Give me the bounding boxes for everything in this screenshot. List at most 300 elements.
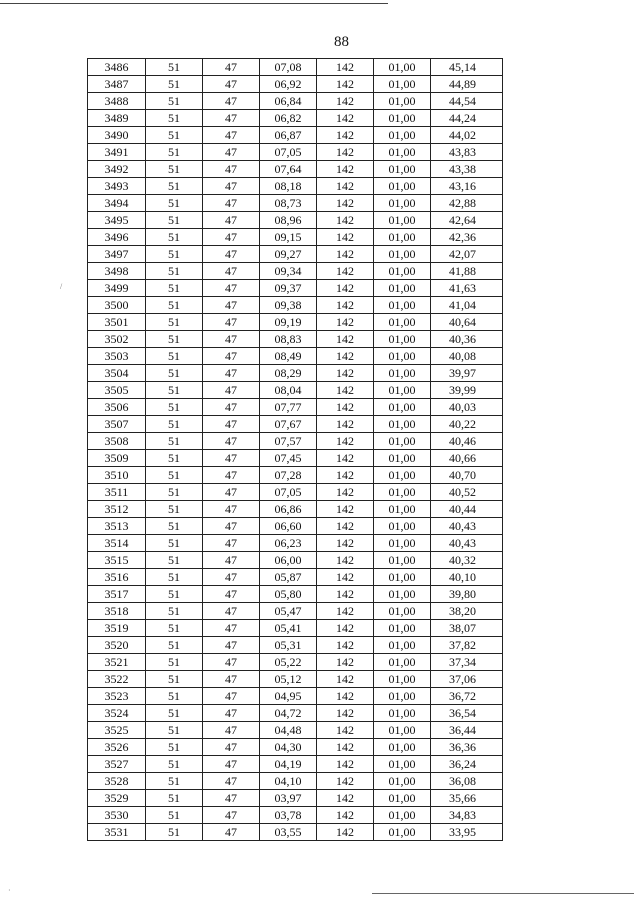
col6-cell: 01,00 <box>374 382 431 399</box>
col3-cell: 47 <box>203 756 260 773</box>
id-cell: 3527 <box>88 756 146 773</box>
col7-cell: 40,44 <box>431 501 503 518</box>
col4-cell: 03,78 <box>260 807 317 824</box>
table-row <box>88 433 503 450</box>
col5-cell: 142 <box>317 382 374 399</box>
col4-cell: 07,05 <box>260 484 317 501</box>
col3-cell: 47 <box>203 535 260 552</box>
col5-cell: 142 <box>317 501 374 518</box>
col5-cell: 142 <box>317 620 374 637</box>
col5-cell: 142 <box>317 586 374 603</box>
col3-cell: 47 <box>203 280 260 297</box>
col3-cell: 47 <box>203 773 260 790</box>
col2-cell: 51 <box>146 569 203 586</box>
col3-cell: 47 <box>203 637 260 654</box>
id-cell: 3494 <box>88 195 146 212</box>
col6-cell: 01,00 <box>374 722 431 739</box>
table-row <box>88 76 503 93</box>
table-row <box>88 620 503 637</box>
bottom-rule <box>372 893 634 894</box>
col4-cell: 04,19 <box>260 756 317 773</box>
col5-cell: 142 <box>317 161 374 178</box>
col4-cell: 05,80 <box>260 586 317 603</box>
id-cell: 3515 <box>88 552 146 569</box>
table-row <box>88 484 503 501</box>
table-row <box>88 382 503 399</box>
col4-cell: 07,28 <box>260 467 317 484</box>
col2-cell: 51 <box>146 756 203 773</box>
col2-cell: 51 <box>146 433 203 450</box>
col3-cell: 47 <box>203 76 260 93</box>
col7-cell: 42,07 <box>431 246 503 263</box>
id-cell: 3499 <box>88 280 146 297</box>
table-row <box>88 348 503 365</box>
col7-cell: 44,54 <box>431 93 503 110</box>
col2-cell: 51 <box>146 59 203 76</box>
col4-cell: 09,38 <box>260 297 317 314</box>
id-cell: 3519 <box>88 620 146 637</box>
col2-cell: 51 <box>146 484 203 501</box>
col4-cell: 06,82 <box>260 110 317 127</box>
col2-cell: 51 <box>146 127 203 144</box>
table-row <box>88 790 503 807</box>
col7-cell: 37,34 <box>431 654 503 671</box>
id-cell: 3510 <box>88 467 146 484</box>
col7-cell: 34,83 <box>431 807 503 824</box>
id-cell: 3486 <box>88 59 146 76</box>
col4-cell: 06,00 <box>260 552 317 569</box>
id-cell: 3508 <box>88 433 146 450</box>
col5-cell: 142 <box>317 450 374 467</box>
col4-cell: 04,48 <box>260 722 317 739</box>
table-row <box>88 59 503 76</box>
col6-cell: 01,00 <box>374 467 431 484</box>
col5-cell: 142 <box>317 824 374 841</box>
col7-cell: 44,89 <box>431 76 503 93</box>
col2-cell: 51 <box>146 722 203 739</box>
id-cell: 3505 <box>88 382 146 399</box>
col2-cell: 51 <box>146 178 203 195</box>
table-row <box>88 450 503 467</box>
id-cell: 3517 <box>88 586 146 603</box>
col4-cell: 06,23 <box>260 535 317 552</box>
col5-cell: 142 <box>317 552 374 569</box>
col5-cell: 142 <box>317 127 374 144</box>
id-cell: 3526 <box>88 739 146 756</box>
col3-cell: 47 <box>203 620 260 637</box>
col6-cell: 01,00 <box>374 416 431 433</box>
col5-cell: 142 <box>317 212 374 229</box>
id-cell: 3492 <box>88 161 146 178</box>
table-row <box>88 229 503 246</box>
col2-cell: 51 <box>146 790 203 807</box>
table-row <box>88 127 503 144</box>
table-row <box>88 416 503 433</box>
id-cell: 3529 <box>88 790 146 807</box>
col3-cell: 47 <box>203 654 260 671</box>
col4-cell: 06,84 <box>260 93 317 110</box>
col3-cell: 47 <box>203 688 260 705</box>
col6-cell: 01,00 <box>374 433 431 450</box>
col6-cell: 01,00 <box>374 365 431 382</box>
col5-cell: 142 <box>317 790 374 807</box>
col2-cell: 51 <box>146 688 203 705</box>
col4-cell: 07,77 <box>260 399 317 416</box>
col2-cell: 51 <box>146 620 203 637</box>
col7-cell: 40,08 <box>431 348 503 365</box>
col4-cell: 05,31 <box>260 637 317 654</box>
col5-cell: 142 <box>317 93 374 110</box>
col7-cell: 36,24 <box>431 756 503 773</box>
table-row <box>88 586 503 603</box>
table-row <box>88 246 503 263</box>
col3-cell: 47 <box>203 824 260 841</box>
id-cell: 3524 <box>88 705 146 722</box>
id-cell: 3509 <box>88 450 146 467</box>
col7-cell: 40,66 <box>431 450 503 467</box>
col6-cell: 01,00 <box>374 110 431 127</box>
col6-cell: 01,00 <box>374 178 431 195</box>
col7-cell: 43,16 <box>431 178 503 195</box>
id-cell: 3531 <box>88 824 146 841</box>
col5-cell: 142 <box>317 739 374 756</box>
table-row <box>88 178 503 195</box>
col7-cell: 41,88 <box>431 263 503 280</box>
col6-cell: 01,00 <box>374 569 431 586</box>
col4-cell: 05,12 <box>260 671 317 688</box>
col3-cell: 47 <box>203 365 260 382</box>
col2-cell: 51 <box>146 110 203 127</box>
col7-cell: 40,64 <box>431 314 503 331</box>
col6-cell: 01,00 <box>374 314 431 331</box>
col3-cell: 47 <box>203 433 260 450</box>
col5-cell: 142 <box>317 535 374 552</box>
col6-cell: 01,00 <box>374 144 431 161</box>
col7-cell: 36,44 <box>431 722 503 739</box>
col2-cell: 51 <box>146 518 203 535</box>
col2-cell: 51 <box>146 552 203 569</box>
col5-cell: 142 <box>317 705 374 722</box>
col3-cell: 47 <box>203 59 260 76</box>
data-table <box>87 58 503 841</box>
top-rule <box>0 3 388 4</box>
col6-cell: 01,00 <box>374 773 431 790</box>
col2-cell: 51 <box>146 246 203 263</box>
col7-cell: 39,97 <box>431 365 503 382</box>
col6-cell: 01,00 <box>374 450 431 467</box>
col6-cell: 01,00 <box>374 127 431 144</box>
col6-cell: 01,00 <box>374 263 431 280</box>
col4-cell: 07,08 <box>260 59 317 76</box>
col5-cell: 142 <box>317 433 374 450</box>
col2-cell: 51 <box>146 501 203 518</box>
table-row <box>88 671 503 688</box>
col3-cell: 47 <box>203 246 260 263</box>
col7-cell: 41,04 <box>431 297 503 314</box>
table-row <box>88 501 503 518</box>
col5-cell: 142 <box>317 484 374 501</box>
col7-cell: 37,82 <box>431 637 503 654</box>
col7-cell: 33,95 <box>431 824 503 841</box>
col2-cell: 51 <box>146 654 203 671</box>
col6-cell: 01,00 <box>374 348 431 365</box>
col5-cell: 142 <box>317 76 374 93</box>
col4-cell: 06,60 <box>260 518 317 535</box>
id-cell: 3514 <box>88 535 146 552</box>
col4-cell: 05,22 <box>260 654 317 671</box>
col2-cell: 51 <box>146 382 203 399</box>
col5-cell: 142 <box>317 110 374 127</box>
col6-cell: 01,00 <box>374 756 431 773</box>
id-cell: 3512 <box>88 501 146 518</box>
col7-cell: 40,52 <box>431 484 503 501</box>
col4-cell: 05,47 <box>260 603 317 620</box>
table-row <box>88 552 503 569</box>
table-body <box>88 59 503 841</box>
col2-cell: 51 <box>146 399 203 416</box>
col4-cell: 09,37 <box>260 280 317 297</box>
col6-cell: 01,00 <box>374 229 431 246</box>
col6-cell: 01,00 <box>374 399 431 416</box>
col4-cell: 08,18 <box>260 178 317 195</box>
col3-cell: 47 <box>203 93 260 110</box>
col3-cell: 47 <box>203 195 260 212</box>
col5-cell: 142 <box>317 314 374 331</box>
col6-cell: 01,00 <box>374 484 431 501</box>
col2-cell: 51 <box>146 297 203 314</box>
id-cell: 3498 <box>88 263 146 280</box>
col2-cell: 51 <box>146 671 203 688</box>
col5-cell: 142 <box>317 603 374 620</box>
col5-cell: 142 <box>317 416 374 433</box>
col7-cell: 40,70 <box>431 467 503 484</box>
col2-cell: 51 <box>146 280 203 297</box>
col2-cell: 51 <box>146 450 203 467</box>
col7-cell: 36,36 <box>431 739 503 756</box>
table-row <box>88 603 503 620</box>
id-cell: 3493 <box>88 178 146 195</box>
id-cell: 3516 <box>88 569 146 586</box>
col3-cell: 47 <box>203 263 260 280</box>
col5-cell: 142 <box>317 773 374 790</box>
table-row <box>88 739 503 756</box>
page-number: 88 <box>334 34 349 50</box>
col5-cell: 142 <box>317 280 374 297</box>
col3-cell: 47 <box>203 603 260 620</box>
col7-cell: 36,72 <box>431 688 503 705</box>
col4-cell: 08,29 <box>260 365 317 382</box>
col2-cell: 51 <box>146 603 203 620</box>
col6-cell: 01,00 <box>374 671 431 688</box>
col3-cell: 47 <box>203 229 260 246</box>
col3-cell: 47 <box>203 314 260 331</box>
col5-cell: 142 <box>317 348 374 365</box>
col4-cell: 07,05 <box>260 144 317 161</box>
col3-cell: 47 <box>203 399 260 416</box>
col6-cell: 01,00 <box>374 552 431 569</box>
col3-cell: 47 <box>203 450 260 467</box>
col6-cell: 01,00 <box>374 518 431 535</box>
col5-cell: 142 <box>317 297 374 314</box>
col3-cell: 47 <box>203 807 260 824</box>
scan-mark: · <box>8 886 11 895</box>
col7-cell: 40,32 <box>431 552 503 569</box>
col2-cell: 51 <box>146 739 203 756</box>
col6-cell: 01,00 <box>374 195 431 212</box>
col7-cell: 40,36 <box>431 331 503 348</box>
col5-cell: 142 <box>317 756 374 773</box>
col4-cell: 05,87 <box>260 569 317 586</box>
col2-cell: 51 <box>146 467 203 484</box>
table-row <box>88 756 503 773</box>
col6-cell: 01,00 <box>374 739 431 756</box>
col2-cell: 51 <box>146 586 203 603</box>
id-cell: 3489 <box>88 110 146 127</box>
table-row <box>88 297 503 314</box>
col3-cell: 47 <box>203 178 260 195</box>
col2-cell: 51 <box>146 314 203 331</box>
col4-cell: 04,10 <box>260 773 317 790</box>
col3-cell: 47 <box>203 467 260 484</box>
col3-cell: 47 <box>203 484 260 501</box>
id-cell: 3490 <box>88 127 146 144</box>
col5-cell: 142 <box>317 467 374 484</box>
col2-cell: 51 <box>146 195 203 212</box>
col4-cell: 08,49 <box>260 348 317 365</box>
col6-cell: 01,00 <box>374 93 431 110</box>
col6-cell: 01,00 <box>374 501 431 518</box>
col2-cell: 51 <box>146 76 203 93</box>
id-cell: 3497 <box>88 246 146 263</box>
col4-cell: 08,83 <box>260 331 317 348</box>
col3-cell: 47 <box>203 722 260 739</box>
col2-cell: 51 <box>146 161 203 178</box>
col7-cell: 44,02 <box>431 127 503 144</box>
col2-cell: 51 <box>146 705 203 722</box>
col5-cell: 142 <box>317 671 374 688</box>
col6-cell: 01,00 <box>374 297 431 314</box>
id-cell: 3488 <box>88 93 146 110</box>
col3-cell: 47 <box>203 739 260 756</box>
id-cell: 3528 <box>88 773 146 790</box>
col5-cell: 142 <box>317 195 374 212</box>
table-row <box>88 535 503 552</box>
col5-cell: 142 <box>317 654 374 671</box>
table-row <box>88 807 503 824</box>
col4-cell: 07,45 <box>260 450 317 467</box>
table-row <box>88 399 503 416</box>
table-row <box>88 773 503 790</box>
scan-mark: / <box>60 282 63 291</box>
table-row <box>88 365 503 382</box>
table-row <box>88 263 503 280</box>
table-row <box>88 705 503 722</box>
col4-cell: 03,97 <box>260 790 317 807</box>
col4-cell: 04,72 <box>260 705 317 722</box>
col3-cell: 47 <box>203 110 260 127</box>
col2-cell: 51 <box>146 144 203 161</box>
col7-cell: 42,64 <box>431 212 503 229</box>
col2-cell: 51 <box>146 773 203 790</box>
col4-cell: 08,73 <box>260 195 317 212</box>
col3-cell: 47 <box>203 127 260 144</box>
col2-cell: 51 <box>146 263 203 280</box>
col5-cell: 142 <box>317 144 374 161</box>
col3-cell: 47 <box>203 705 260 722</box>
col6-cell: 01,00 <box>374 790 431 807</box>
col7-cell: 37,06 <box>431 671 503 688</box>
table-row <box>88 280 503 297</box>
col6-cell: 01,00 <box>374 59 431 76</box>
col7-cell: 40,46 <box>431 433 503 450</box>
col7-cell: 40,22 <box>431 416 503 433</box>
col4-cell: 09,34 <box>260 263 317 280</box>
col2-cell: 51 <box>146 93 203 110</box>
col3-cell: 47 <box>203 586 260 603</box>
col6-cell: 01,00 <box>374 654 431 671</box>
col7-cell: 40,03 <box>431 399 503 416</box>
col2-cell: 51 <box>146 535 203 552</box>
col4-cell: 09,19 <box>260 314 317 331</box>
id-cell: 3522 <box>88 671 146 688</box>
col7-cell: 35,66 <box>431 790 503 807</box>
id-cell: 3525 <box>88 722 146 739</box>
col3-cell: 47 <box>203 297 260 314</box>
table-row <box>88 144 503 161</box>
id-cell: 3487 <box>88 76 146 93</box>
col3-cell: 47 <box>203 331 260 348</box>
col4-cell: 03,55 <box>260 824 317 841</box>
col5-cell: 142 <box>317 263 374 280</box>
table-row <box>88 637 503 654</box>
id-cell: 3500 <box>88 297 146 314</box>
col3-cell: 47 <box>203 416 260 433</box>
col6-cell: 01,00 <box>374 688 431 705</box>
col6-cell: 01,00 <box>374 331 431 348</box>
col7-cell: 45,14 <box>431 59 503 76</box>
table-row <box>88 331 503 348</box>
col4-cell: 06,87 <box>260 127 317 144</box>
col4-cell: 07,64 <box>260 161 317 178</box>
table-row <box>88 722 503 739</box>
table-row <box>88 212 503 229</box>
col7-cell: 38,20 <box>431 603 503 620</box>
col3-cell: 47 <box>203 382 260 399</box>
table-row <box>88 824 503 841</box>
col4-cell: 09,15 <box>260 229 317 246</box>
col5-cell: 142 <box>317 688 374 705</box>
col5-cell: 142 <box>317 399 374 416</box>
table-row <box>88 314 503 331</box>
col6-cell: 01,00 <box>374 603 431 620</box>
col7-cell: 39,99 <box>431 382 503 399</box>
col2-cell: 51 <box>146 637 203 654</box>
col5-cell: 142 <box>317 722 374 739</box>
id-cell: 3495 <box>88 212 146 229</box>
col6-cell: 01,00 <box>374 280 431 297</box>
table-row <box>88 518 503 535</box>
col6-cell: 01,00 <box>374 76 431 93</box>
col4-cell: 07,67 <box>260 416 317 433</box>
col3-cell: 47 <box>203 518 260 535</box>
id-cell: 3506 <box>88 399 146 416</box>
col3-cell: 47 <box>203 161 260 178</box>
col4-cell: 08,04 <box>260 382 317 399</box>
col6-cell: 01,00 <box>374 807 431 824</box>
col4-cell: 04,95 <box>260 688 317 705</box>
col7-cell: 42,88 <box>431 195 503 212</box>
col3-cell: 47 <box>203 212 260 229</box>
